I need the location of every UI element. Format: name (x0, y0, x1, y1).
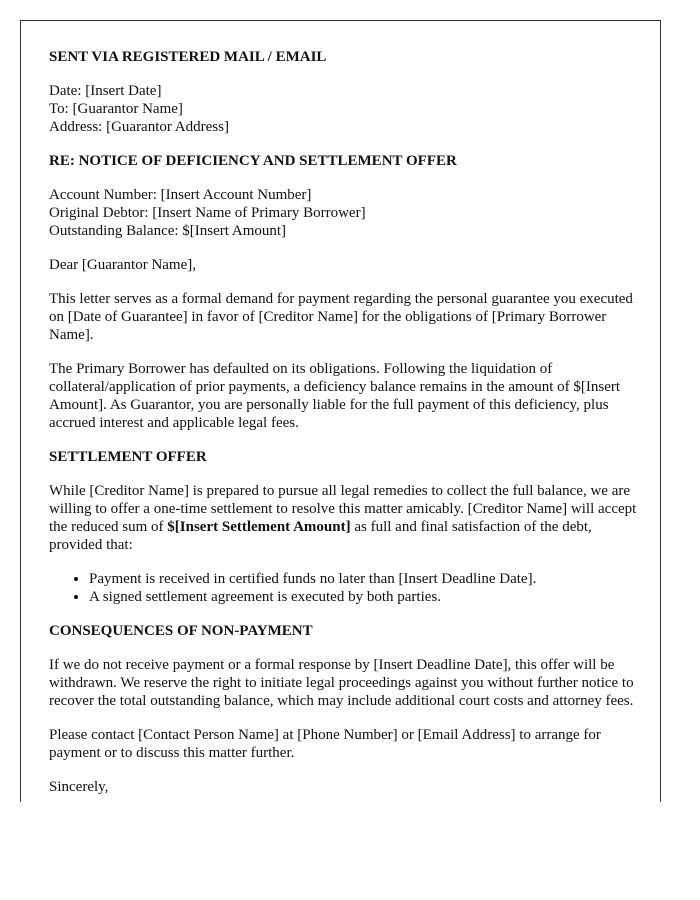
outstanding-balance-line: Outstanding Balance: $[Insert Amount] (49, 223, 287, 239)
settlement-conditions-list (49, 570, 639, 606)
settlement-text-before: While [Creditor Name] is prepared to pursue all legal remedies to collect the full balance, we are willing to offer a one-time settlement to resolve this matter amicably. [Creditor Name] will accept the reduced sum of (49, 483, 637, 535)
date-line: Date: [Insert Date] (49, 83, 162, 99)
condition-item: • A signed settlement agreement is executed by both parties. (89, 588, 639, 606)
delivery-heading: SENT VIA REGISTERED MAIL / EMAIL (49, 49, 327, 65)
settlement-heading: SETTLEMENT OFFER (49, 449, 207, 465)
consequences-paragraph: If we do not receive payment or a formal response by [Insert Deadline Date], this offer will be withdrawn. We reserve the right to initiate legal proceedings against you without further notice to recover the total outstanding balance, which may include additional court costs and attorney fees. (49, 657, 634, 709)
default-paragraph: The Primary Borrower has defaulted on its obligations. Following the liquidation of collateral/application of prior payments, a deficiency balance remains in the amount of $[Insert Amount]. As Guarantor, you are personally liable for the full payment of this deficiency, plus accrued interest and applicable legal fees. (49, 361, 621, 431)
settlement-amount: $[Insert Settlement Amount] (167, 519, 351, 535)
address-line: Address: [Guarantor Address] (49, 119, 229, 135)
to-line: To: [Guarantor Name] (49, 101, 183, 117)
demand-paragraph: This letter serves as a formal demand for payment regarding the personal guarantee you executed on [Date of Guarantee] in favor of [Creditor Name] for the obligations of [Primary Borrower Name]. (49, 291, 633, 343)
settlement-text-after: as full and final satisfaction of the debt, provided that: (49, 519, 592, 553)
consequences-heading: CONSEQUENCES OF NON-PAYMENT (49, 623, 313, 639)
account-number-line: Account Number: [Insert Account Number] (49, 187, 312, 203)
condition-item: • Payment is received in certified funds no later than [Insert Deadline Date]. (89, 570, 639, 588)
original-debtor-line: Original Debtor: [Insert Name of Primary Borrower] (49, 205, 366, 221)
account-block (49, 186, 639, 240)
settlement-paragraph (49, 482, 639, 554)
letter-page (20, 20, 661, 802)
subject-heading: RE: NOTICE OF DEFICIENCY AND SETTLEMENT OFFER (49, 153, 457, 169)
closing: Sincerely, (49, 779, 109, 795)
letter-content (49, 48, 639, 802)
salutation: Dear [Guarantor Name], (49, 257, 197, 273)
contact-paragraph: Please contact [Contact Person Name] at [Phone Number] or [Email Address] to arrange for payment or to discuss this matter further. (49, 727, 601, 761)
recipient-block (49, 82, 639, 136)
